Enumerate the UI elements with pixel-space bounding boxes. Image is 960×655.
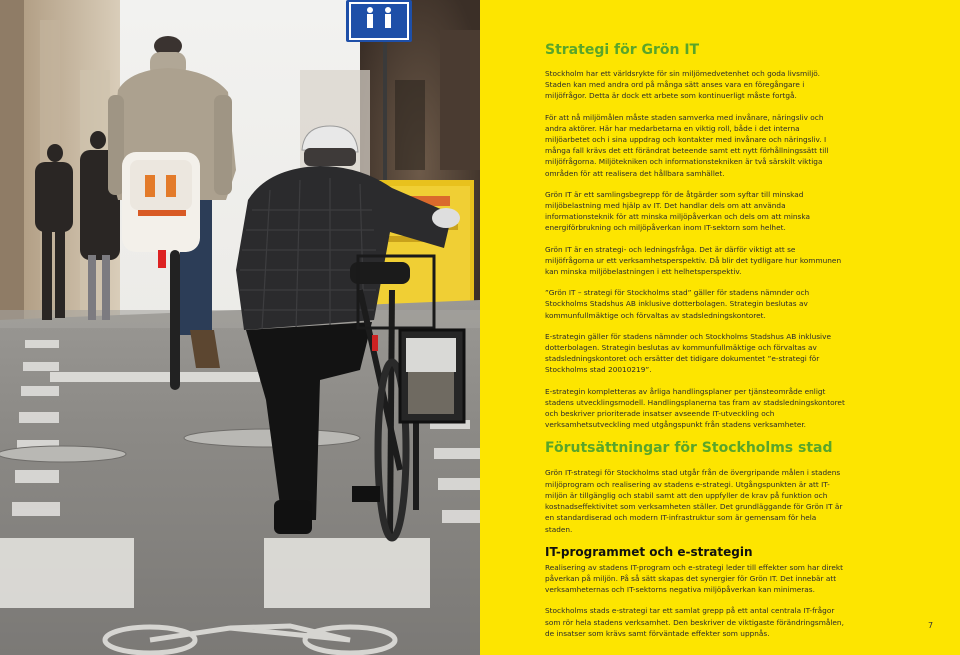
text-column bbox=[545, 42, 845, 649]
text-page bbox=[480, 0, 960, 655]
body-paragraph: Grön IT är ett samlingsbegrepp för de åtgärder som syftar till minskad miljöbelastning med hjälp av IT. Det handlar dels om att använda informationsteknik för att minska miljöpåverkan och dels om att minska energiförbrukning och miljöpåverkan inom IT-sektorn som helhet. bbox=[545, 189, 810, 233]
body-paragraph: Stockholms stads e-strategi tar ett samlat grepp på ett antal centrala IT-frågor som rör hela stadens verksamhet. Den beskriver de viktigaste förändringsmålen, de insatser som krävs samt förväntade effekter som uppnås. bbox=[545, 606, 844, 638]
body-paragraph: Realisering av stadens IT-program och e-strategi leder till effekter som har direkt påverkan på miljön. På så sätt skapas det synergier för Grön IT. Det innebär att verksamheternas och IT-sektorns negativa miljöpåverkan kan minimeras. bbox=[545, 562, 844, 595]
body-paragraph: För att nå miljömålen måste staden samverka med invånare, näringsliv och andra aktörer. Här har medarbetarna en viktig roll, både i det interna miljöarbetet och i sina uppdrag och kontakter med invånare och näringsliv. I många fall krävs det ett förändrat beteende samt ett nytt förhållningssätt till miljöfrågorna. Miljötekniken och informationstekniken är två särskilt viktiga områden för att realisera det hållbara samhället. bbox=[545, 112, 829, 178]
page-number: 7 bbox=[928, 621, 934, 630]
body-paragraph: Stockholm har ett världsrykte för sin miljömedvetenhet och goda livsmiljö. Staden kan med andra ord på många sätt anses vara en föregångare i miljöfrågor. Detta är dock ett arbete som kontinuerligt måste fortgå. bbox=[545, 69, 820, 101]
body-paragraph: Grön IT är en strategi- och ledningsfråga. Det är därför viktigt att se miljöfrågorna ur ett verksamhetsperspektiv. Då blir det tydligare hur kommunen kan minska miljöbelastningen i ett helhetsperspektiv. bbox=[545, 244, 842, 277]
body-paragraph: Grön IT-strategi för Stockholms stad utgår från de övergripande målen i stadens miljöprogram och realisering av stadens e-strategi. Utgångspunkten är att IT-miljön är tillgänglig och stabil samt att den uppfyller de krav på funktion och kostnadseffektivitet som verksamheten ställer. Det grundläggande för Grön IT är en standardiserad och modern IT-infrastruktur som är gemensam för hela staden. bbox=[545, 468, 843, 534]
body-paragraph: E-strategin gäller för stadens nämnder och Stockholms Stadshus AB inklusive dotterbolagen. Strategin beslutas av kommunfullmäktige och förvaltas av stadsledningskontoret och ersätter det tidigare dokumentet ”e-strategi för Stockholms stad 20010219”. bbox=[545, 331, 831, 375]
section-heading-strategi: Strategi för Grön IT bbox=[545, 42, 700, 58]
body-paragraph: E-strategin kompletteras av årliga handlingsplaner per tjänsteområde enligt stadens utvecklingsmodell. Handlingsplanerna tas fram av stadsledningskontoret och beskriver prioriterade insatser avseende IT-utveckling och verksamhetsutveckling med utgångspunkt från stadens verksamheter. bbox=[545, 386, 845, 430]
section-heading-forutsattningar: Förutsättningar för Stockholms stad bbox=[545, 440, 833, 457]
body-paragraph: ”Grön IT – strategi för Stockholms stad” gäller för stadens nämnder och Stockholms Stadshus AB inklusive dotterbolagen. Strategin beslutas av kommunfullmäktige och förvaltas av stadsledningskontoret. bbox=[545, 288, 810, 320]
subheading-it-programmet: IT-programmet och e-strategin bbox=[545, 544, 753, 559]
